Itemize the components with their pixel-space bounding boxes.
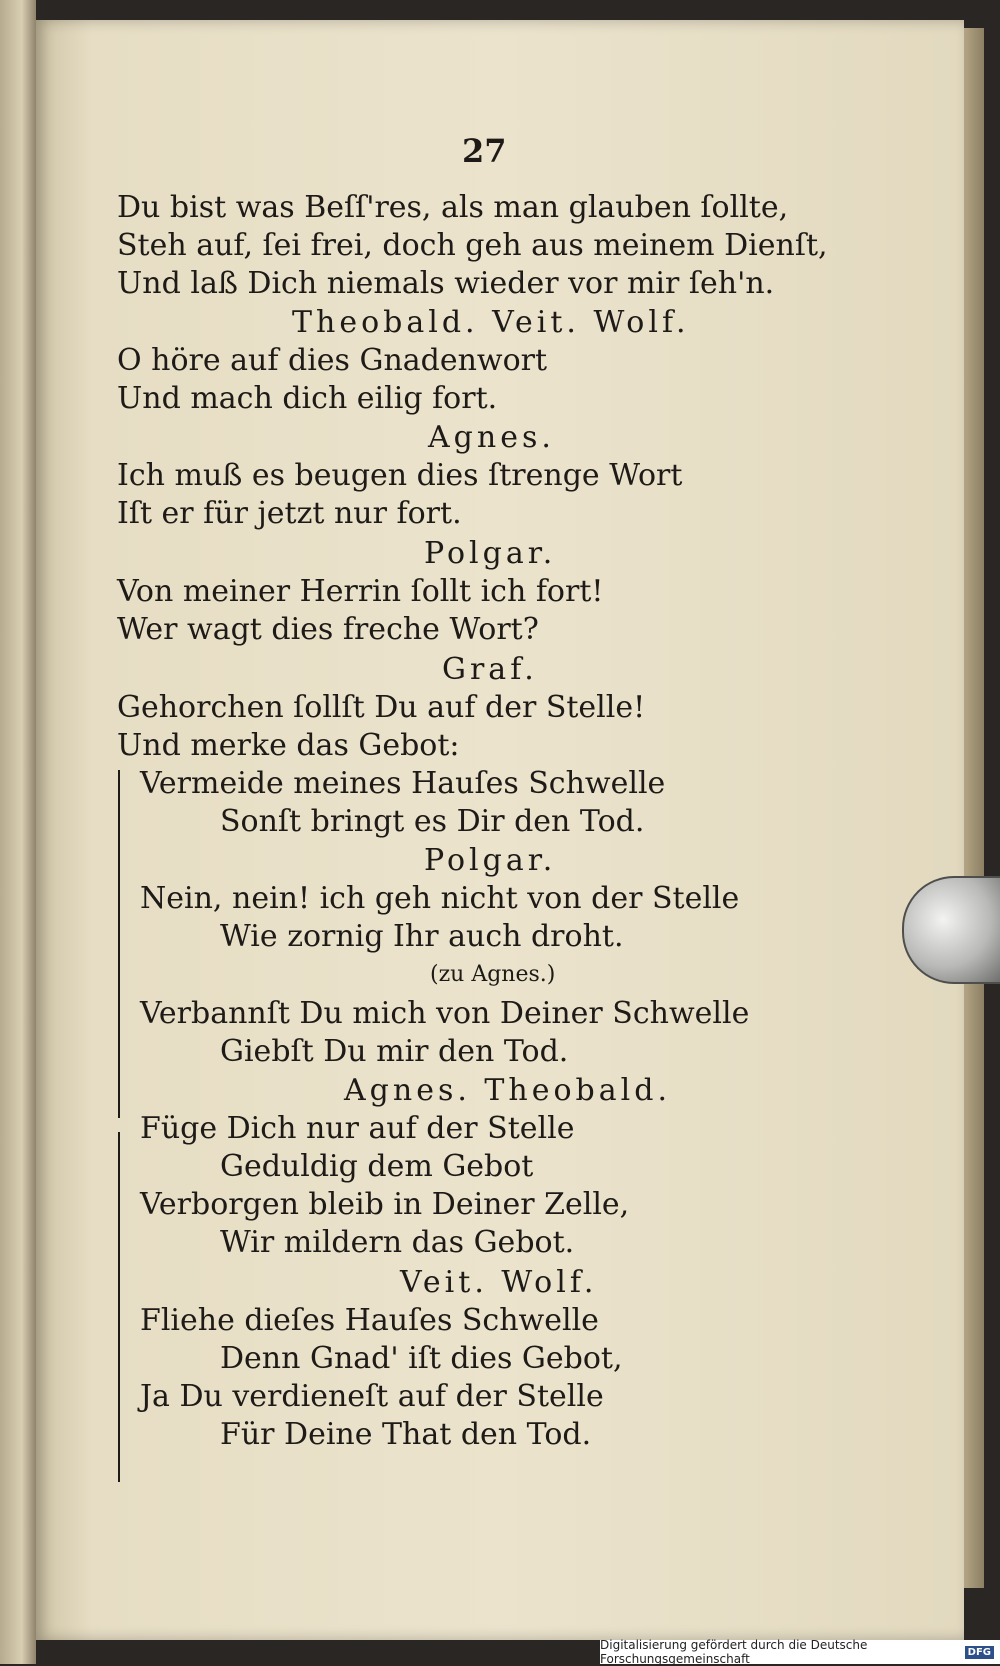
verse-line: Du bist was Beſſ'res, als man glauben ſollte, bbox=[117, 190, 789, 225]
speaker-name: Graf. bbox=[442, 652, 538, 687]
speaker-name: Veit. Wolf. bbox=[400, 1265, 598, 1300]
speaker-name: Polgar. bbox=[424, 843, 557, 878]
page-number: 27 bbox=[462, 132, 507, 170]
verse-line: O höre auf dies Gnadenwort bbox=[117, 343, 548, 378]
verse-line: Fliehe dieſes Hauſes Schwelle bbox=[140, 1303, 599, 1338]
verse-line: Von meiner Herrin ſollt ich fort! bbox=[117, 574, 604, 609]
verse-line: Vermeide meines Hauſes Schwelle bbox=[140, 766, 666, 801]
verse-line: Und laß Dich niemals wieder vor mir ſeh'n. bbox=[117, 266, 775, 301]
verse-line: Ich muß es beugen dies ſtrenge Wort bbox=[117, 458, 683, 493]
verse-line: Für Deine That den Tod. bbox=[220, 1417, 592, 1452]
verse-line: Füge Dich nur auf der Stelle bbox=[140, 1111, 575, 1146]
brace-bracket bbox=[118, 770, 136, 1118]
verse-line: Wer wagt dies freche Wort? bbox=[117, 612, 539, 647]
credit-text: Digitalisierung gefördert durch die Deutsche Forschungsgemeinschaft bbox=[600, 1638, 868, 1666]
speaker-name: Agnes. bbox=[428, 420, 555, 455]
verse-line: Sonſt bringt es Dir den Tod. bbox=[220, 804, 645, 839]
dfg-logo: DFG bbox=[965, 1646, 994, 1659]
stage-direction: (zu Agnes.) bbox=[430, 962, 556, 987]
adjacent-page-edge bbox=[0, 0, 36, 1664]
brace-bracket bbox=[118, 1132, 136, 1482]
verse-line: Verbannſt Du mich von Deiner Schwelle bbox=[140, 996, 750, 1031]
verse-line: Ja Du verdieneſt auf der Stelle bbox=[140, 1379, 604, 1414]
verse-line: Geduldig dem Gebot bbox=[220, 1149, 534, 1184]
page-clip bbox=[902, 876, 1000, 984]
page-stack-edge bbox=[964, 28, 984, 1588]
verse-line: Nein, nein! ich geh nicht von der Stelle bbox=[140, 881, 740, 916]
digitization-credit bbox=[600, 1640, 1000, 1664]
verse-line: Und mach dich eilig fort. bbox=[117, 381, 498, 416]
speaker-name: Theobald. Veit. Wolf. bbox=[292, 305, 690, 340]
verse-line: Verborgen bleib in Deiner Zelle, bbox=[140, 1187, 630, 1222]
verse-line: Iſt er für jetzt nur fort. bbox=[117, 496, 462, 531]
verse-line: Und merke das Gebot: bbox=[117, 728, 460, 763]
verse-line: Denn Gnad' iſt dies Gebot, bbox=[220, 1341, 623, 1376]
verse-line: Giebſt Du mir den Tod. bbox=[220, 1034, 569, 1069]
speaker-name: Polgar. bbox=[424, 536, 557, 571]
verse-line: Wir mildern das Gebot. bbox=[220, 1225, 575, 1260]
verse-line: Steh auf, ſei frei, doch geh aus meinem Dienſt, bbox=[117, 228, 828, 263]
verse-line: Wie zornig Ihr auch droht. bbox=[220, 919, 624, 954]
speaker-name: Agnes. Theobald. bbox=[344, 1073, 671, 1108]
verse-line: Gehorchen ſollſt Du auf der Stelle! bbox=[117, 690, 646, 725]
